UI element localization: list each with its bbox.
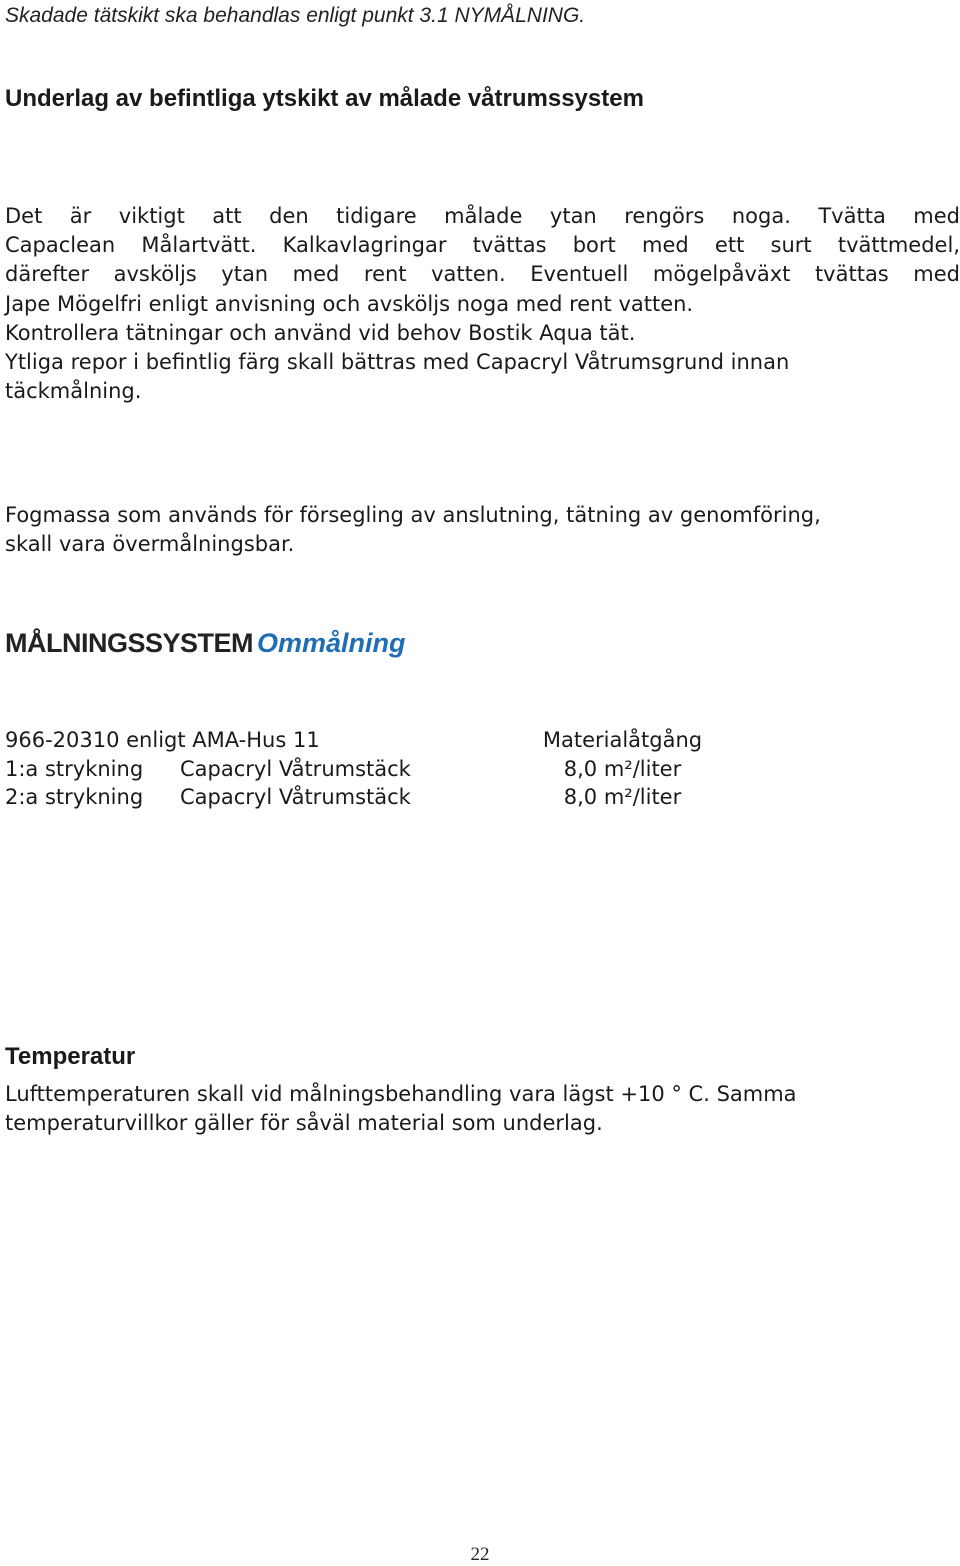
paragraph-line: Capaclean Målartvätt. Kalkavlagringar tvättas bort med ett surt tvättmedel,: [5, 233, 960, 258]
temperature-heading: Temperatur: [5, 1043, 136, 1070]
paragraph-line: Jape Mögelfri enligt anvisning och avsköljs noga med rent vatten.: [5, 291, 694, 316]
paragraph-line: Fogmassa som används för försegling av anslutning, tätning av genomföring,: [5, 503, 821, 527]
paragraph-line: täckmålning.: [5, 379, 142, 404]
top-note: Skadade tätskikt ska behandlas enligt punkt 3.1 NYMÅLNING.: [5, 4, 586, 27]
underlay-heading: Underlag av befintliga ytskikt av målade våtrumssystem: [5, 85, 644, 112]
consumption-value: 8,0 m²/liter: [563, 756, 682, 781]
paragraph-line: skall vara övermålningsbar.: [5, 532, 295, 557]
paragraph-line: Kontrollera tätningar och använd vid behov Bostik Aqua tät.: [5, 320, 636, 345]
coat-label: 2:a strykning: [5, 785, 144, 810]
table-row: [5, 783, 960, 812]
paragraph-line: Ytliga repor i befintlig färg skall bättras med Capacryl Våtrumsgrund innan: [5, 350, 790, 375]
product-name: Capacryl Våtrumstäck: [180, 785, 411, 810]
paragraph-line: Lufttemperaturen skall vid målningsbehandling vara lägst +10 ° C. Samma: [5, 1082, 797, 1106]
temperature-paragraph: [5, 1080, 960, 1138]
consumption-header: Materialåtgång: [542, 728, 703, 752]
table-row: [5, 755, 960, 784]
page-number: 22: [470, 1544, 490, 1565]
paint-system-heading: [5, 626, 406, 660]
paint-system-table: [5, 726, 960, 812]
coat-label: 1:a strykning: [5, 756, 144, 781]
paint-system-title: MÅLNINGSSYSTEM: [5, 628, 254, 658]
paragraph-line: Det är viktigt att den tidigare målade ytan rengörs noga. Tvätta med: [5, 204, 960, 228]
paragraph-line: därefter avsköljs ytan med rent vatten. Eventuell mögelpåväxt tvättas med: [5, 262, 960, 287]
joint-sealant-paragraph: [5, 501, 960, 559]
consumption-value: 8,0 m²/liter: [563, 785, 682, 810]
paragraph-line: temperaturvillkor gäller för såväl material som underlag.: [5, 1111, 603, 1136]
product-name: Capacryl Våtrumstäck: [180, 756, 411, 781]
spec-reference: 966-20310 enligt AMA-Hus 11: [5, 728, 320, 752]
underlay-paragraph: [5, 202, 960, 406]
paint-system-accent: Ommålning: [257, 628, 406, 658]
table-header-row: [5, 726, 960, 755]
